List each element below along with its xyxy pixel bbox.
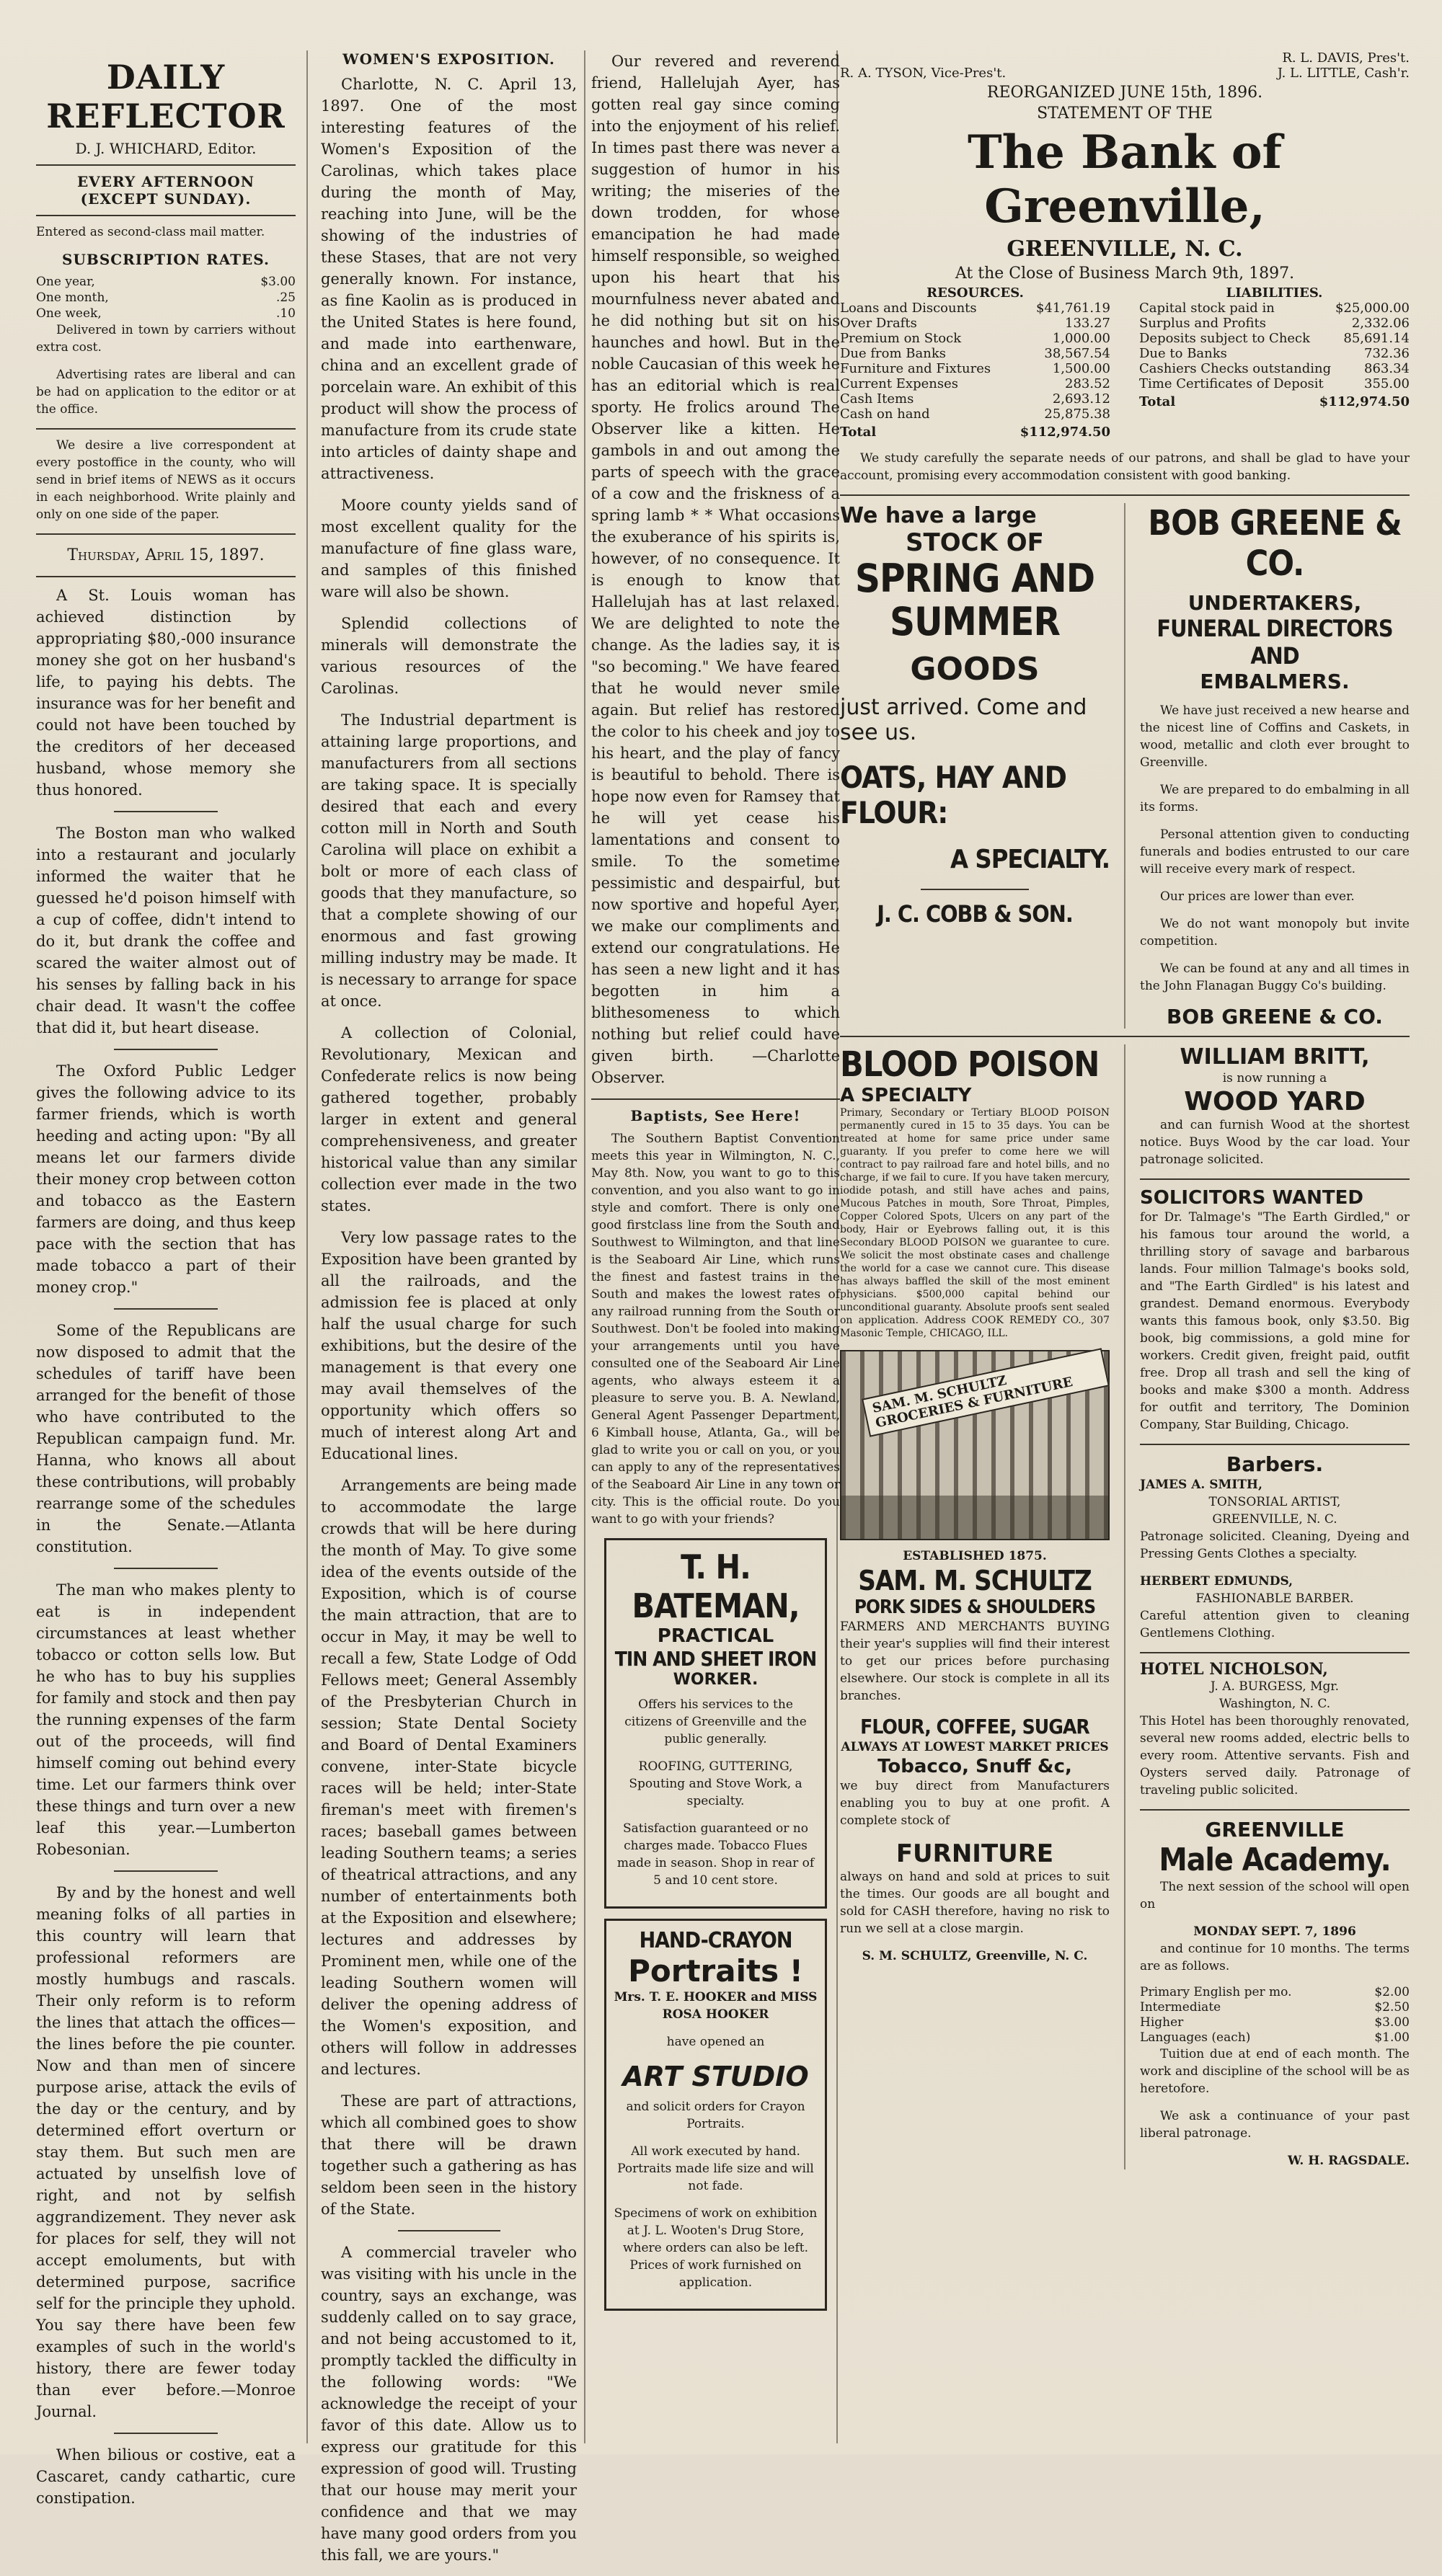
- liabilities-total: Total $112,974.50: [1139, 394, 1410, 409]
- editorial-paragraph: Some of the Republicans are now disposed to admit that the schedules of tariff have been arranged for the benefit of those who have contributed to the Republican campaign fund. Mr. Hanna, who knows all about these contributions, will probably rearrange some of the schedules in the Senate.—Atlanta constitution.: [36, 1322, 296, 1555]
- editorial-paragraph: The Boston man who walked into a restaurant and jocularly informed the waiter that he guessed he'd poison himself with a cup of coffee, didn't intend to do it, but drank the coffee and scared the waiter almost out of his senses by falling back in his chair dead. It wasn't the coffee that did it, but heart disease.: [36, 825, 296, 1036]
- divider: [36, 428, 296, 430]
- bank-title: The Bank of Greenville,: [967, 125, 1283, 234]
- article-paragraph: Charlotte, N. C. April 13, 1897. One of the most interesting features of the Women's Exposition of the Carolinas, which takes place during the month of May, reaching into June, will be the showing of the industries of these Stases, that are not very generally known. For instance, as fine Kaolin as is produced in the United States is here found, and made into earthenware, china and an excellent grade of porcelain ware. An exhibit of this product will show the process of manufacture from its crude state into articles of dainty shape and attractiveness.: [321, 76, 577, 482]
- crayon-opened: have opened an: [666, 2035, 765, 2049]
- divider: [114, 1049, 218, 1050]
- greene-ad: BOB GREENE & CO. UNDERTAKERS, FUNERAL DIRECTORS AND EMBALMERS. We have just received a new hearse and the nicest line of Coffins and Caskets, in wood, metallic and cloth ever brought to Greenville. We are prepared to do embalming in all its forms. Personal attention given to conducting funerals and bodies entrusted to our care will receive every mark of respect. Our prices are lower than ever. We do not want monopoly but invite competition. We can be found at any and all times in the John Flanagan Buggy Co's building. BOB GREENE & CO.: [1140, 503, 1410, 1029]
- bateman-ad: [604, 1538, 827, 1909]
- liabilities-table: LIABILITIES. Capital stock paid in $25,000.00 Surplus and Profits 2,332.06 Deposits subject to Check 85,691.14 Due to Banks 732.36 Cashiers Checks outstanding 863.34 Time Certificates of Deposit 355.00 Total $112,974.50: [1139, 285, 1410, 409]
- entered-note: Entered as second-class mail matter.: [36, 225, 265, 239]
- editorial-paragraph: The man who makes plenty to eat is in independent circumstances at least whether tobacco or cotton sells low. But he who has to buy his supplies for family and stock and then pay the running expenses of the farm out of the proceeds, will find himself coming out behind every time. Let our farmers think over these things and turn over a new leaf this year.—Lumberton Robesonian.: [36, 1581, 296, 1858]
- column-1: [36, 50, 296, 2519]
- schultz-tobacco: Tobacco, Snuff &c,: [877, 1756, 1072, 1777]
- bank-officers: R. A. TYSON, Vice-Pres't. J. L. LITTLE, Cash'r.: [840, 66, 1410, 81]
- article-paragraph: Very low passage rates to the Exposition have been granted by all the railroads, and the admission fee is placed at only half the usual charge for such exhibitions, but the desire of the management is that every one may avail themselves of the opportunity which offers so much of interest along Art and Educational lines.: [321, 1229, 577, 1462]
- baptists-text: The Southern Baptist Convention meets this year in Wilmington, N. C., May 8th. Now, you want to go to this convention, and you also want to go in style and comfort. There is only one good firstclass line from the South and Southwest to Wilmington, and that line is the Seaboard Air Line, which runs the finest and fastest trains in the South and makes the lowest rates of any railroad running from the South or Southwest. Don't be fooled into making your arrangements until you have consulted one of the Seaboard Air Line agents, who always esteem it a pleasure to serve you. B. A. Newland, General Agent Passenger Department, 6 Kimball house, Atlanta, Ga., will be glad to write you or call on you, or you can apply to any of the representatives of the Seaboard Air Line in any town or city. This is the official route. Do you want to go with your friends?: [591, 1132, 840, 1527]
- ledger-row: Due to Banks 732.36: [1139, 346, 1410, 361]
- bank-close-date: At the Close of Business March 9th, 1897.: [955, 265, 1295, 283]
- ledger-row: Loans and Discounts $41,761.19: [840, 301, 1110, 316]
- schultz-farmers: FARMERS AND MERCHANTS BUYING their year's supplies will find their interest to get our prices before purchasing elsewhere. Our stock is complete in all its branches.: [840, 1620, 1110, 1703]
- schultz-store-illustration: [840, 1350, 1110, 1540]
- bateman-trade: PRACTICAL: [657, 1625, 774, 1647]
- divider: [1140, 1178, 1410, 1180]
- article-paragraph: A collection of Colonial, Revolutionary, Mexican and Confederate relics is now being gathered together, probably larger in extent and general comprehensiveness, and greater historical value than any similar collection ever made in the two states.: [321, 1024, 577, 1214]
- academy-ad: GREENVILLE Male Academy. The next session of the school will open on MONDAY SEPT. 7, 1896 and continue for 10 months. The terms are as follows. Primary English per mo. $2.00 Intermediate $2.50 Higher $3.00 Languages (each) $1.00 Tuition due at end of each month. The work and discipline of the school will be as heretofore. We ask a continuance of your past liberal patronage. W. H. RAGSDALE.: [1140, 1818, 1410, 2168]
- bank-statement-of: STATEMENT OF THE: [1037, 105, 1213, 123]
- schultz-name: SAM. M. SCHULTZ: [858, 1565, 1092, 1596]
- britt-ad: WILLIAM BRITT, is now running a WOOD YARD and can furnish Wood at the shortest notice. Buys Wood by the car load. Your patronage solicited.: [1140, 1044, 1410, 1167]
- divider: [114, 1870, 218, 1872]
- ad-rule: [1124, 1044, 1125, 2169]
- divider: [36, 533, 296, 535]
- schultz-furniture: FURNITURE: [895, 1839, 1054, 1868]
- ledger-row: Surplus and Profits 2,332.06: [1139, 316, 1410, 331]
- subscription-title: SUBSCRIPTION RATES.: [62, 251, 270, 268]
- column-rule: [306, 50, 308, 2443]
- divider: [36, 164, 296, 166]
- cobb-ad: We have a large STOCK OF SPRING AND SUMMER GOODS just arrived. Come and see us. OATS, HAY AND FLOUR: A SPECIALTY. J. C. COBB & SON.: [840, 503, 1110, 928]
- ledger-row: Time Certificates of Deposit 355.00: [1139, 376, 1410, 391]
- divider: [114, 811, 218, 812]
- article-paragraph: Splendid collections of minerals will demonstrate the various resources of the Carolinas.: [321, 615, 577, 697]
- divider: [36, 215, 296, 216]
- store-sign: SAM. M. SCHULTZ GROCERIES & FURNITURE: [862, 1348, 1110, 1437]
- advertising-note: Advertising rates are liberal and can be had on application to the editor or at the office.: [36, 368, 296, 417]
- divider: [1140, 1652, 1410, 1653]
- term-row: Intermediate $2.50: [1140, 2000, 1410, 2015]
- divider: [1140, 1444, 1410, 1445]
- term-row: Higher $3.00: [1140, 2015, 1410, 2030]
- crayon-ad: [604, 1919, 827, 2311]
- crayon-text: All work executed by hand. Portraits made life size and will not fade.: [617, 2144, 814, 2193]
- bank-note: We study carefully the separate needs of our patrons, and shall be glad to have your account, promising every accommodation consistent with good banking.: [840, 451, 1410, 483]
- editorial-paragraph: When bilious or costive, eat a Cascaret, candy cathartic, cure constipation.: [36, 2446, 296, 2507]
- column-4: [840, 50, 1410, 2169]
- ledger-row: Over Drafts 133.27: [840, 316, 1110, 331]
- editorial-paragraph: The Oxford Public Ledger gives the following advice to its farmer friends, which is worth heeding and acting upon: "By all means let our farmers divide their money crop between cotton and tobacco as the Eastern farmers are doing, and thus keep pace with the section that has made tobacco a part of their money crop.": [36, 1062, 296, 1296]
- ad-row-2: [840, 1044, 1410, 2169]
- resources-table: RESOURCES. Loans and Discounts $41,761.19 Over Drafts 133.27 Premium on Stock 1,000.00 Due from Banks 38,567.54 Furniture and Fixtures 1,500.00 Current Expenses 283.52 Cash Items 2,693.12 Cash on hand 25,875.38 Total $112,974.50: [840, 285, 1110, 440]
- schultz-direct: we buy direct from Manufacturers enabling you to buy at one profit. A complete stock of: [840, 1779, 1110, 1828]
- column-rule: [584, 50, 585, 2443]
- baptists-heading: Baptists, See Here!: [630, 1107, 801, 1124]
- divider: [36, 576, 296, 577]
- solicitors-ad: SOLICITORS WANTED for Dr. Talmage's "The Earth Girdled," or his famous tour around the world, a thrilling story of savage and barbarous lands. Four million Talmage's books sold, and "The Earth Girdled" is his latest and grandest. Demand enormous. Everybody wants this famous book, only $3.50. Big book, big commissions, a gold mine for workers. Credit given, freight paid, outfit free. Drop all trash and sell the king of books and make $300 a month. Address for outfit and territory, The Dominion Company, Star Building, Chicago.: [1140, 1187, 1410, 1432]
- schultz-sign: S. M. SCHULTZ, Greenville, N. C.: [862, 1949, 1088, 1963]
- editorial-paragraph: By and by the honest and well meaning folks of all parties in this country will learn that professional reformers are mostly humbugs and rascals. Their only reform is to reform the lines that attach the offices—the lines before the pie counter. Now and than men of sincere purpose arise, attack the evils of the day or the century, and by determined effort overturn or stay them. But such men are actuated by unselfish love of right, and not by selfish aggrandizement. They never ask for places for self, they will not accept emoluments, but with determined purpose, sacrifice self for the principle they uphold. You say there have been few examples of such in the world's history, there are fewer today than ever before.—Monroe Journal.: [36, 1884, 296, 2420]
- ledger-row: Capital stock paid in $25,000.00: [1139, 301, 1410, 316]
- ad-rule: [1124, 503, 1125, 1029]
- divider: [840, 494, 1410, 496]
- resources-total: Total $112,974.50: [840, 425, 1110, 440]
- ledger-row: Cashiers Checks outstanding 863.34: [1139, 361, 1410, 376]
- bateman-text: Offers his services to the citizens of Greenville and the public generally.: [624, 1697, 807, 1746]
- bateman-text: Satisfaction guaranteed or no charges made. Tobacco Flues made in season. Shop in rear of 5 and 10 cent store.: [616, 1821, 815, 1888]
- masthead: DAILY REFLECTOR: [46, 58, 286, 136]
- subscription-rates: [36, 274, 296, 321]
- crayon-text: Specimens of work on exhibition at J. L. Wooten's Drug Store, where orders can also be left. Prices of work furnished on application.: [614, 2206, 818, 2290]
- rate-row: One year, $3.00: [36, 275, 296, 289]
- crayon-line: HAND-CRAYON: [639, 1928, 792, 1953]
- bank-reorganized: REORGANIZED JUNE 15th, 1896.: [986, 84, 1263, 102]
- term-row: Languages (each) $1.00: [1140, 2030, 1410, 2045]
- schultz-always: ALWAYS AT LOWEST MARKET PRICES: [841, 1740, 1109, 1754]
- ledger-row: Furniture and Fixtures 1,500.00: [840, 361, 1110, 376]
- bateman-text: ROOFING, GUTTERING, Spouting and Stove Work, a specialty.: [629, 1759, 802, 1808]
- article-paragraph: Our revered and reverend friend, Hallelujah Ayer, has gotten real gay since coming into the enjoyment of his relief. In times past there was never a suggestion of humor in his writing; the miseries of the down trodden, for whose emancipation he had made himself responsible, so weighed upon his heart that his mournfulness never abated and he did nothing but sit on his haunches and howl. But in the noble Caucasian of this week he has an editorial which is real sporty. He frolics around The Observer like a kitten. He gambols in and out among the parts of speech with the grace of a cow and the friskness of a spring lamb * * What occasions the exuberance of his spirits is, however, of no consequence. It is enough to know that Hallelujah has at last relaxed. We are delighted to note the change. As the ladies say, it is "so becoming." We have feared that he would never smile again. But relief has restored the color to his cheek and joy to his heart, and the play of fancy is beautiful to behold. There is hope now even for Ramsey that he will yet cease his lamentations and consent to smile. To the sometime pessimistic and despairful, but now sportive and hopeful Ayer, we make our compliments and extend our congratulations. He has seen a new light and it has begotten in him a blithesomeness to which nothing but relief could have given birth. —Charlotte Observer.: [591, 53, 840, 1086]
- ledger-row: Cash Items 2,693.12: [840, 391, 1110, 407]
- divider: [591, 1098, 840, 1100]
- column-2: [321, 50, 577, 2576]
- established: ESTABLISHED 1875.: [903, 1549, 1047, 1563]
- right-ads: [1140, 1044, 1410, 2169]
- crayon-line: Portraits !: [628, 1953, 803, 1989]
- bank-city: GREENVILLE, N. C.: [1007, 236, 1243, 262]
- ledger-row: Deposits subject to Check 85,691.14: [1139, 331, 1410, 346]
- bank-ledger: [840, 285, 1410, 440]
- editorial-paragraph: A St. Louis woman has achieved distinction by appropriating $80,-000 insurance money she got on her husband's life, to paying his debts. The insurance was for her benefit and could not have been touched by the creditors of her deceased husband, whose memory she thus honored.: [36, 587, 296, 799]
- issue-date: Thursday, April 15, 1897.: [67, 546, 265, 564]
- blood-poison-ad: BLOOD POISON A SPECIALTY Primary, Secondary or Tertiary BLOOD POISON permanently cured in 15 to 35 days. You can be treated at home for same price under same guaranty. If you prefer to come here we will contract to pay railroad fare and hotel bills, and no charge, if we fail to cure. If you have taken mercury, iodide potash, and still have aches and pains, Mucous Patches in mouth, Sore Throat, Pimples, Copper Colored Spots, Ulcers on any part of the body, Hair or Eyebrows falling out, it is this Secondary BLOOD POISON we guarantee to cure. We solicit the most obstinate cases and challenge the world for a case we cannot cure. This disease has always baffled the skill of the most eminent physicians. $500,000 capital behind our unconditional guaranty. Absolute proofs sent sealed on application. Address COOK REMEDY CO., 307 Masonic Temple, CHICAGO, ILL.: [840, 1044, 1110, 1339]
- divider: [840, 1036, 1410, 1037]
- article-paragraph: A commercial traveler who was visiting with his uncle in the country, says an exchange, was suddenly called on to say grace, and not being accustomed to it, promptly tackled the difficulty in the following words: "We acknowledge the receipt of your favor of this date. Allow us to express our gratitude for this expression of good will. Trusting that our house may merit your confidence and that we may have many good orders from you this fall, we are yours.": [321, 2244, 577, 2564]
- article-paragraph: Arrangements are being made to accommodate the large crowds that will be here during the month of May. To give some idea of the events outside of the Exposition, which is of course the main attraction, that are to occur in May, it may be well to recall a few, State Lodge of Odd Fellows meet; General Assembly of the Presbyterian Church in session; State Dental Society and Board of Dental Examiners convene, inter-State bicycle races will be held; inter-State fireman's meet with firemen's races; baseball games between leading Southern teams; a series of theatrical attractions, and any number of entertainments both at the Exposition and elsewhere; lectures and addresses by Prominent men, while one of the leading Southern women will deliver the opening address of the Women's exposition, and others will follow in addresses and lectures.: [321, 1477, 577, 2078]
- article-paragraph: These are part of attractions, which all combined goes to show that there will be drawn together such a gathering as has seldom been seen in the history of the State.: [321, 2092, 577, 2218]
- schultz-pork: PORK SIDES & SHOULDERS: [854, 1596, 1096, 1618]
- ledger-row: Current Expenses 283.52: [840, 376, 1110, 391]
- article-paragraph: The Industrial department is attaining large proportions, and manufacturers from all sections are taking space. It is specially desired that each and every cotton mill in North and South Carolina will place on exhibit a bolt or more of each class of goods that they manufacture, so that a complete showing of our enormous and fast growing milling industry may be made. It is necessary to arrange for space at once.: [321, 711, 577, 1010]
- divider: [398, 2230, 500, 2231]
- ad-row-1: [840, 503, 1410, 1029]
- ledger-row: Premium on Stock 1,000.00: [840, 331, 1110, 346]
- correspondent-note: We desire a live correspondent at every postoffice in the county, who will send in brief items of NEWS as it occurs in each neighborhood. Write plainly and only on one side of the paper.: [36, 438, 296, 522]
- rate-row: One month, .25: [36, 290, 296, 305]
- academy-terms: [1140, 1985, 1410, 2046]
- divider: [114, 2433, 218, 2434]
- divider: [114, 1308, 218, 1310]
- barbers-section: Barbers. JAMES A. SMITH, TONSORIAL ARTIST, GREENVILLE, N. C. Patronage solicited. Cleaning, Dyeing and Pressing Gents Clothes a specialty. HERBERT EDMUNDS, FASHIONABLE BARBER. Careful attention given to cleaning Gentlemens Clothing.: [1140, 1452, 1410, 1640]
- column-3: [591, 50, 840, 2321]
- bank-president: R. L. DAVIS, Pres't.: [1282, 50, 1410, 66]
- left-ads: [840, 1044, 1110, 2169]
- editor-line: D. J. WHICHARD, Editor.: [75, 140, 257, 157]
- divider: [114, 1568, 218, 1569]
- article-heading: WOMEN'S EXPOSITION.: [342, 50, 555, 68]
- divider: [1140, 1809, 1410, 1811]
- divider: [921, 889, 1029, 890]
- term-row: Primary English per mo. $2.00: [1140, 1985, 1410, 1999]
- crayon-names: Mrs. T. E. HOOKER and MISS ROSA HOOKER: [614, 1990, 818, 2022]
- rate-row: One week, .10: [36, 306, 296, 321]
- crayon-text: and solicit orders for Crayon Portraits.: [626, 2100, 805, 2131]
- crayon-studio: ART STUDIO: [622, 2061, 809, 2092]
- article-paragraph: Moore county yields sand of most excellent quality for the manufacture of fine glass ware, and samples of this finished ware will also be shown.: [321, 497, 577, 600]
- bateman-trade: TIN AND SHEET IRON: [614, 1647, 817, 1671]
- schedule: EVERY AFTERNOON (EXCEPT SUNDAY).: [76, 173, 255, 208]
- ledger-row: Cash on hand 25,875.38: [840, 407, 1110, 422]
- delivery-note: Delivered in town by carriers without extra cost.: [36, 323, 296, 355]
- bank-statement: [840, 50, 1410, 484]
- hotel-ad: HOTEL NICHOLSON, J. A. BURGESS, Mgr. Washington, N. C. This Hotel has been thoroughly renovated, several new rooms added, electric bells to every room. Attentive servants. Fish and Oysters served daily. Patronage of traveling public solicited.: [1140, 1660, 1410, 1798]
- bateman-name: T. H. BATEMAN,: [632, 1547, 800, 1625]
- schultz-bottom: always on hand and sold at prices to suit the times. Our goods are all bought and sold for CASH therefore, having no risk to run we sell at a close margin.: [840, 1870, 1110, 1936]
- bateman-trade: WORKER.: [673, 1671, 758, 1689]
- ledger-row: Due from Banks 38,567.54: [840, 346, 1110, 361]
- schultz-flour: FLOUR, COFFEE, SUGAR: [860, 1715, 1089, 1738]
